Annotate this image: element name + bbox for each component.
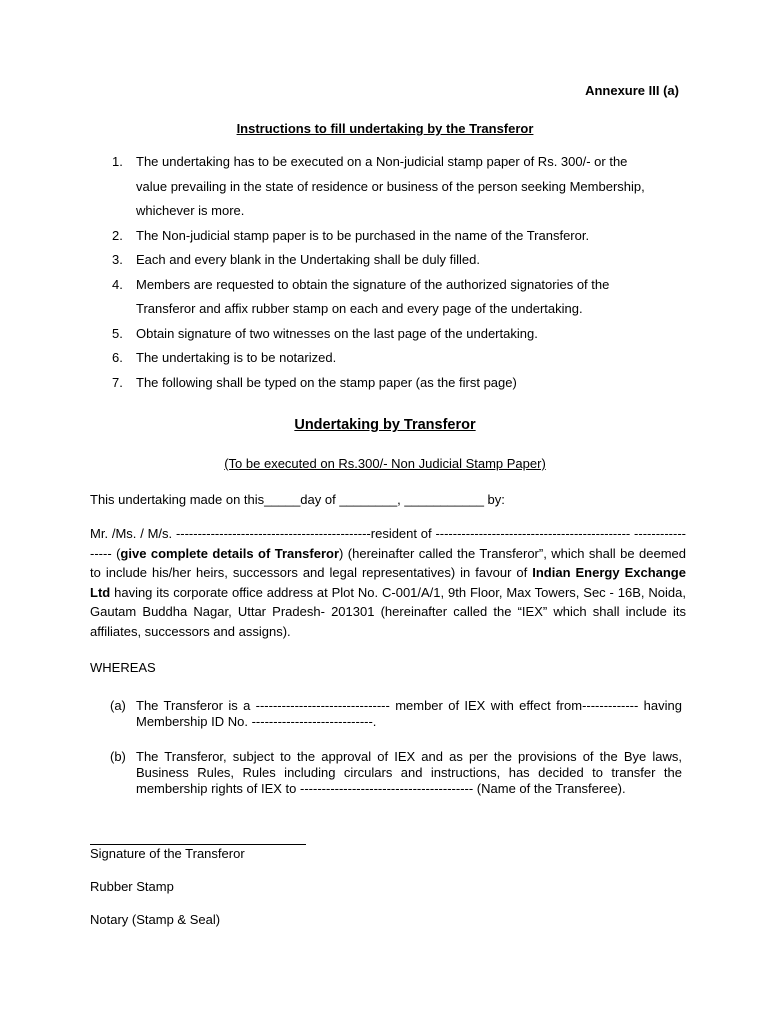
instruction-number: 3. bbox=[112, 252, 123, 267]
instruction-line: whichever is more. bbox=[136, 203, 245, 218]
instruction-line: Transferor and affix rubber stamp on each and every page of the undertaking. bbox=[136, 301, 583, 316]
undertaking-subtitle: (To be executed on Rs.300/- Non Judicial Stamp Paper) bbox=[224, 456, 546, 471]
whereas-item-text: The Transferor, subject to the approval of IEX and as per the provisions of the Bye laws, Business Rules, Rules including circulars and instructions, has decided to transfer the membership rights of IEX to ---------------------------------------- (Name of the Transferee). bbox=[136, 749, 682, 796]
instruction-number: 6. bbox=[112, 350, 123, 365]
rubber-stamp-label: Rubber Stamp bbox=[90, 879, 174, 894]
para-text: having its corporate office address at Plot No. C-001/A/1, 9th Floor, Max Towers, Sec - 16B, Noida, Gautam Buddha Nagar, Uttar Pradesh- 201301 (hereinafter called the “IEX” which shall include its affiliates, successors and assigns). bbox=[90, 584, 686, 639]
instructions-title: Instructions to fill undertaking by the Transferor bbox=[236, 121, 534, 136]
instruction-item-7 bbox=[90, 371, 690, 396]
instruction-item-2 bbox=[90, 224, 690, 249]
instruction-number: 1. bbox=[112, 154, 123, 169]
instructions-list bbox=[90, 150, 690, 395]
instruction-item-3 bbox=[90, 248, 690, 273]
whereas-item-label: (a) bbox=[110, 698, 126, 713]
undertaking-date-line: This undertaking made on this_____day of ________, ___________ by: bbox=[90, 492, 505, 507]
undertaking-title: Undertaking by Transferor bbox=[294, 417, 476, 433]
instruction-number: 4. bbox=[112, 276, 123, 292]
annexure-label: Annexure III (a) bbox=[585, 83, 679, 98]
para-text: Mr. /Ms. / M/s. ---------------------------------------------resident of --------------------------------------------- ----------------- ( bbox=[90, 526, 686, 561]
instruction-line: Obtain signature of two witnesses on the last page of the undertaking. bbox=[136, 325, 538, 341]
whereas-heading: WHEREAS bbox=[90, 660, 156, 675]
transferor-details-paragraph bbox=[90, 524, 686, 641]
instruction-line: The Non-judicial stamp paper is to be purchased in the name of the Transferor. bbox=[136, 227, 590, 243]
whereas-item-b bbox=[90, 749, 682, 797]
instruction-line: Each and every blank in the Undertaking shall be duly filled. bbox=[136, 252, 480, 267]
instruction-item-1 bbox=[90, 150, 690, 224]
instruction-line: Members are requested to obtain the signature of the authorized signatories of the bbox=[136, 276, 610, 292]
instruction-line: The following shall be typed on the stamp paper (as the first page) bbox=[136, 374, 517, 390]
whereas-item-label: (b) bbox=[110, 749, 126, 764]
signature-label: Signature of the Transferor bbox=[90, 846, 245, 861]
instruction-line: The undertaking is to be notarized. bbox=[136, 350, 337, 365]
instruction-number: 7. bbox=[112, 374, 123, 390]
instruction-item-5 bbox=[90, 322, 690, 347]
whereas-item-a bbox=[90, 698, 682, 730]
notary-label: Notary (Stamp & Seal) bbox=[90, 912, 221, 927]
instruction-item-4 bbox=[90, 273, 690, 322]
instruction-line: value prevailing in the state of residence or business of the person seeking Membership, bbox=[136, 178, 645, 194]
whereas-item-text: The Transferor is a ------------------------------- member of IEX with effect from------------- having Membership ID No. ----------------------------. bbox=[136, 698, 682, 729]
para-text: ) (hereinafter called the Transferor”, which shall be deemed to include his/her heirs, successors and legal representatives) in favour of bbox=[90, 545, 686, 580]
company-name: Indian Energy Exchange Ltd bbox=[90, 565, 686, 600]
instruction-item-6 bbox=[90, 346, 690, 371]
instruction-line: The undertaking has to be executed on a Non-judicial stamp paper of Rs. 300/- or the bbox=[136, 154, 628, 169]
signature-line bbox=[90, 844, 306, 845]
instruction-number: 5. bbox=[112, 325, 123, 341]
para-bold-text: give complete details of Transferor bbox=[120, 545, 340, 561]
instruction-number: 2. bbox=[112, 227, 123, 243]
